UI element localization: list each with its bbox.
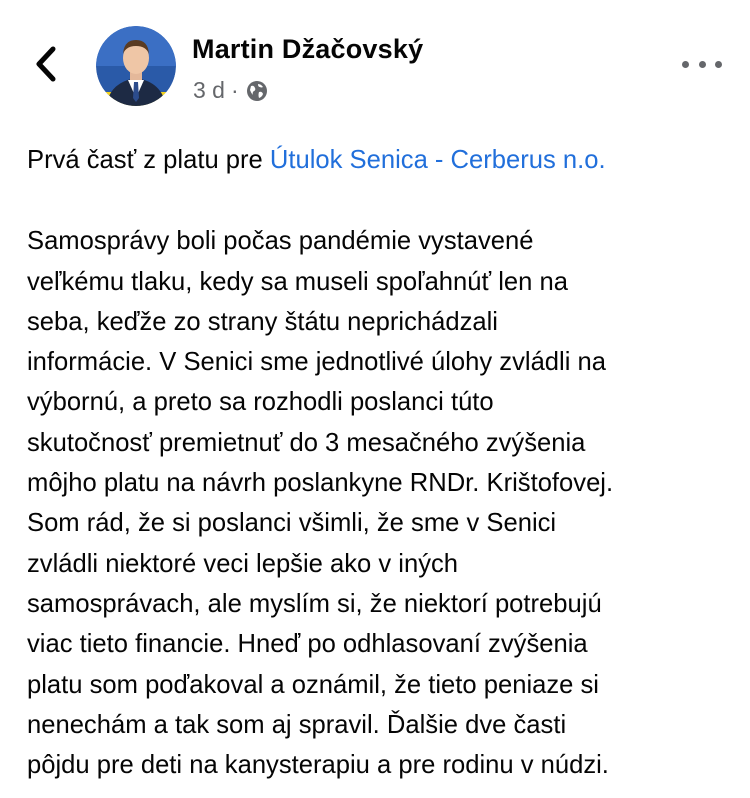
post-text-line: informácie. V Senici sme jednotlivé úlohy zvládli na <box>27 348 606 377</box>
post-text-line: zvládli niektoré veci lepšie ako v iných <box>27 549 459 578</box>
post-meta <box>193 77 268 104</box>
post-paragraph <box>27 221 732 785</box>
post-text-line: výbornú, a preto sa rozhodli poslanci túto <box>27 388 494 417</box>
post-text-line: samosprávach, ale myslím si, že niektorí potrebujú <box>27 589 602 618</box>
post-header <box>0 0 750 120</box>
more-dot <box>715 61 722 68</box>
post-text-line: viac tieto financie. Hneď po odhlasovaní zvýšenia <box>27 630 588 659</box>
page-link[interactable]: Útulok Senica - Cerberus n.o. <box>269 146 606 174</box>
post-text-line: seba, keďže zo strany štátu neprichádzali <box>27 307 498 336</box>
post-text-line: Samosprávy boli počas pandémie vystavené <box>27 227 534 256</box>
avatar[interactable] <box>96 26 176 106</box>
back-button[interactable] <box>28 44 64 84</box>
meta-separator: · <box>230 77 239 103</box>
more-dot <box>682 61 689 68</box>
author-name[interactable]: Martin Džačovský <box>192 34 424 64</box>
post-text-line: skutočnosť premietnuť do 3 mesačného zvýšenia <box>27 428 586 457</box>
chevron-left-icon <box>35 46 57 82</box>
post-time[interactable]: 3 d <box>193 77 225 103</box>
post-text-line: môjho platu na návrh poslankyne RNDr. Krištofovej. <box>27 469 614 498</box>
post-text-line: veľkému tlaku, kedy sa museli spoľahnúť len na <box>27 267 568 296</box>
post-text-line: platu som poďakoval a oznámil, že tieto peniaze si <box>27 670 599 699</box>
globe-icon <box>246 80 268 102</box>
post-body <box>27 140 732 785</box>
avatar-image <box>96 26 176 106</box>
post-intro <box>27 140 732 180</box>
post-text-line: pôjdu pre deti na kanysterapiu a pre rodinu v núdzi. <box>27 751 609 780</box>
intro-text: Prvá časť z platu pre <box>27 146 270 174</box>
post-text-line: Som rád, že si poslanci všimli, že sme v Senici <box>27 509 557 538</box>
post-text-line: nenechám a tak som aj spravil. Ďalšie dve časti <box>27 710 567 739</box>
more-options-button[interactable] <box>682 52 722 76</box>
more-dot <box>699 61 706 68</box>
